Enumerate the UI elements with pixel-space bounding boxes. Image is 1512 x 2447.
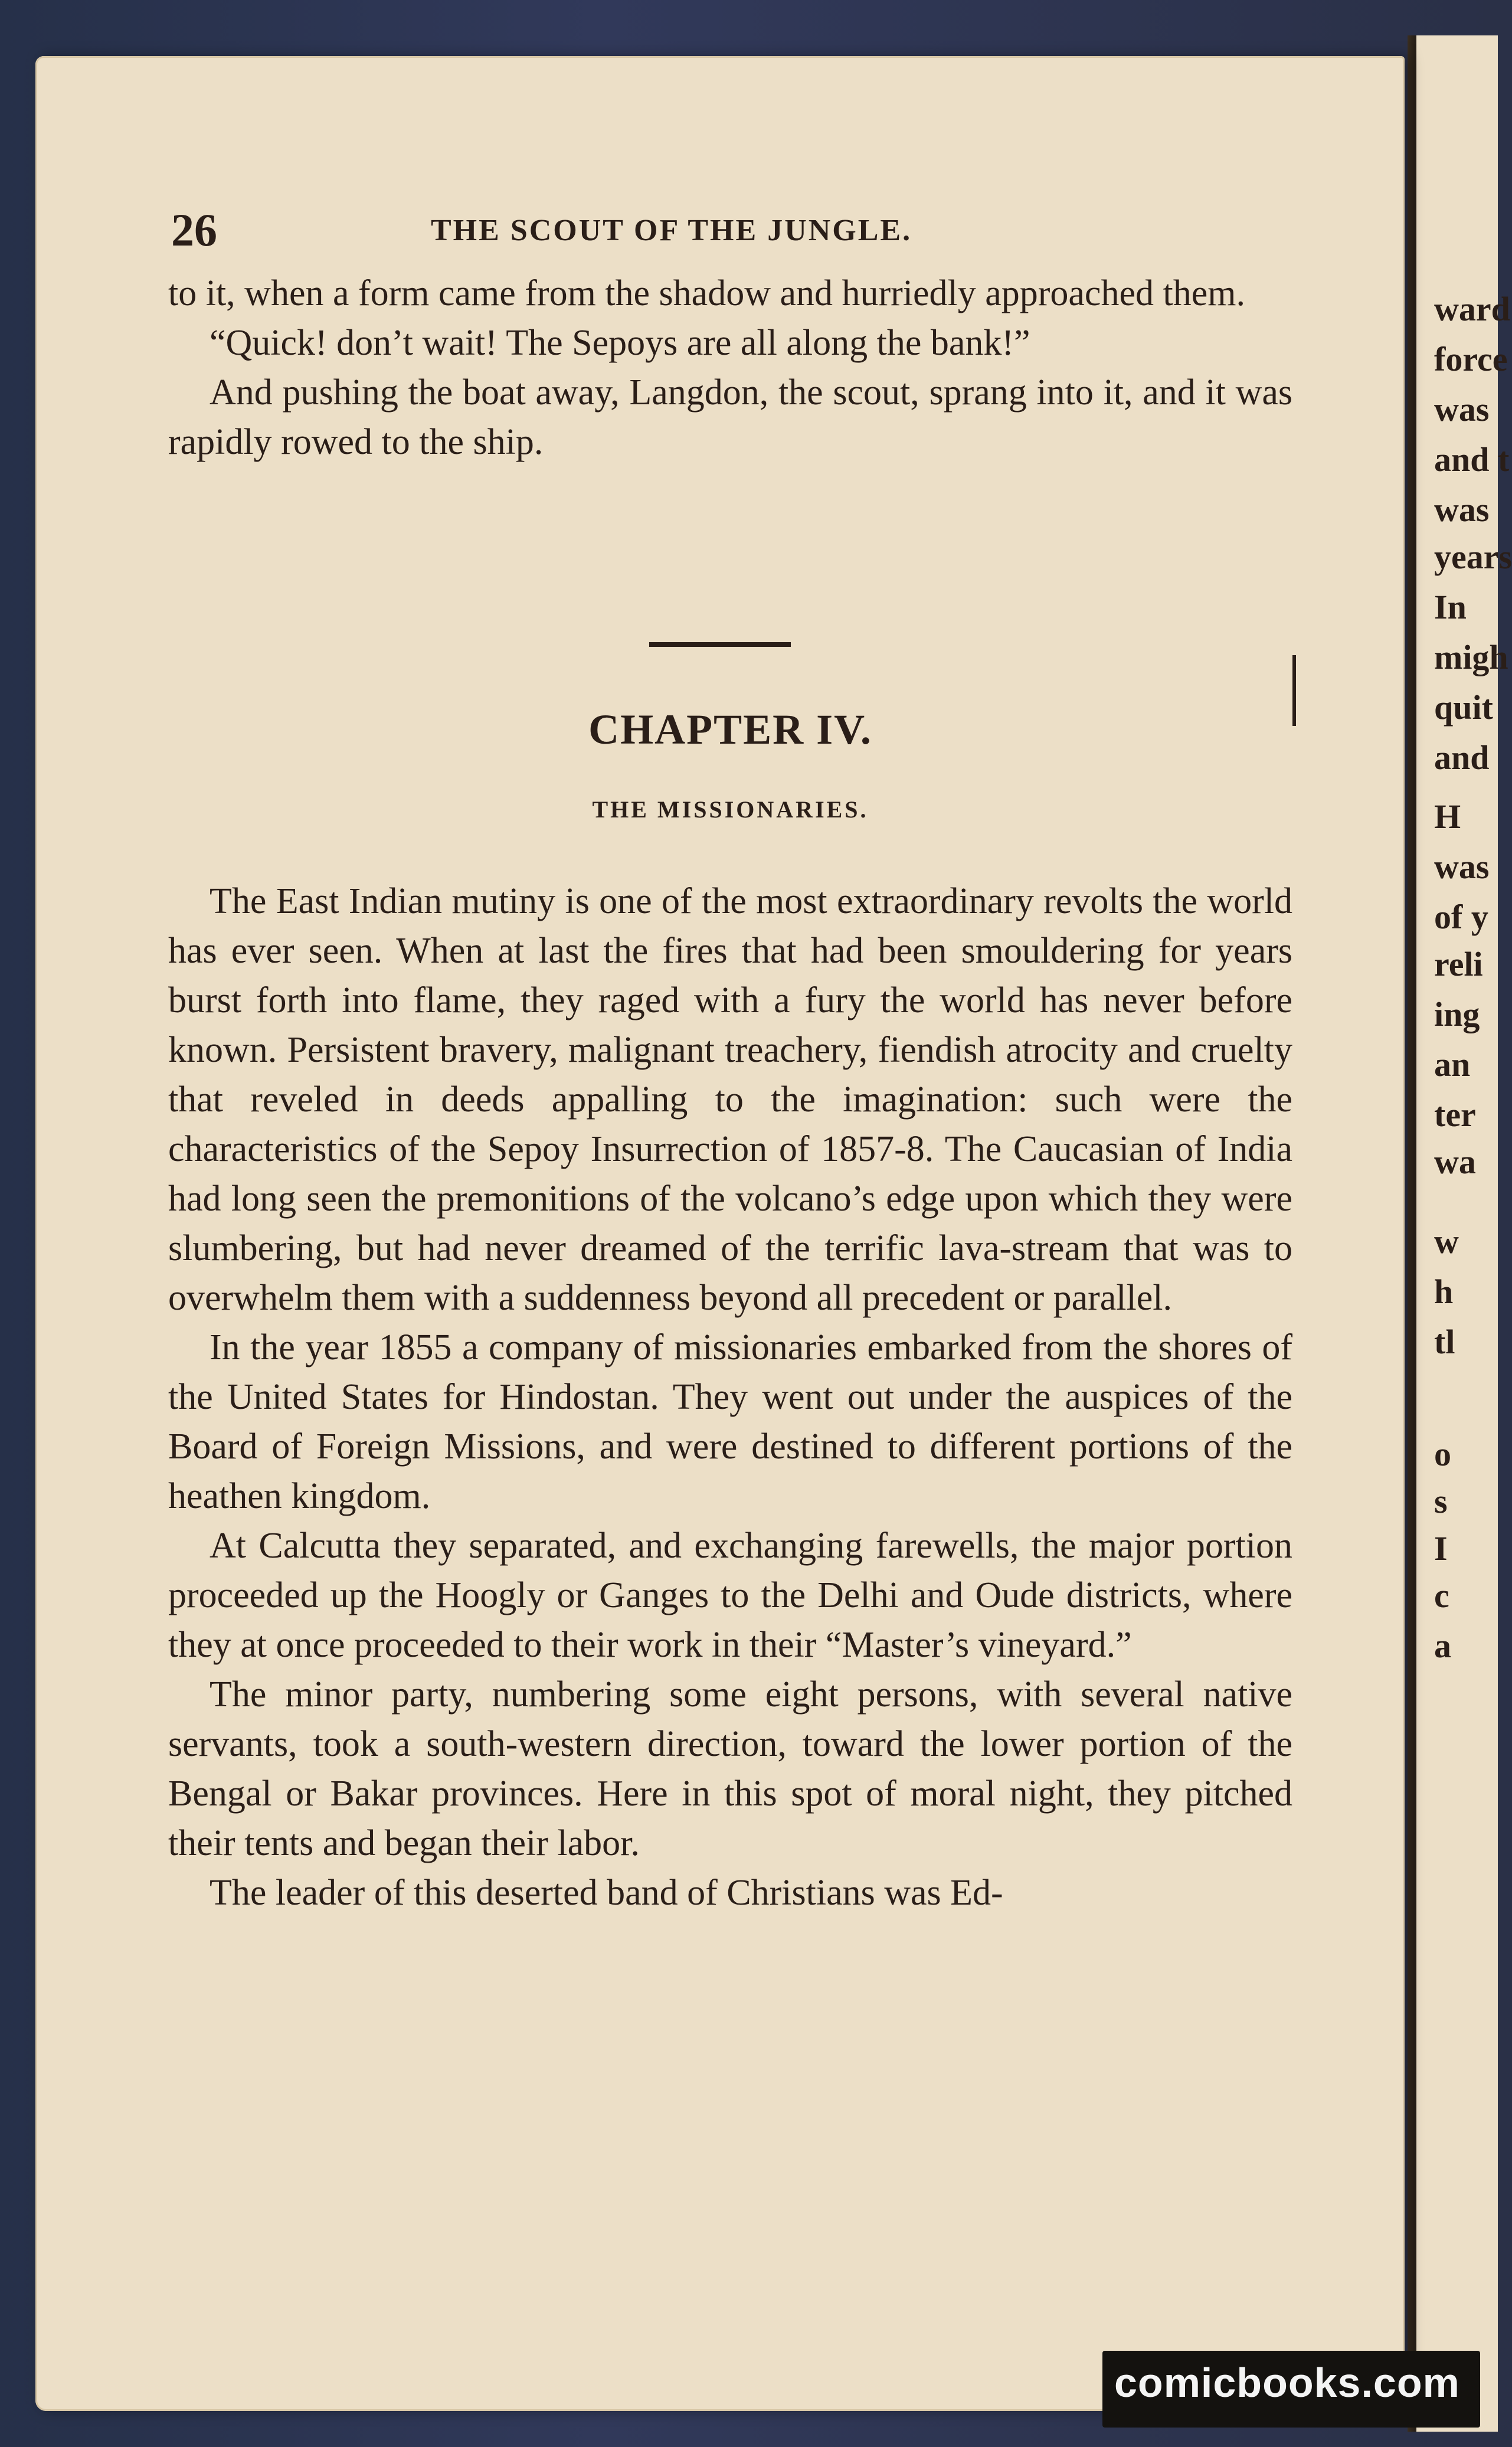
facing-page-fragment: H bbox=[1434, 797, 1461, 836]
chapter-heading: CHAPTER IV. bbox=[588, 706, 872, 753]
facing-page-fragment: ing bbox=[1434, 995, 1480, 1033]
facing-page-fragment: of y bbox=[1434, 898, 1488, 936]
section-divider bbox=[649, 642, 791, 647]
facing-page-fragment: In bbox=[1434, 588, 1467, 626]
facing-page-fragment: force bbox=[1434, 340, 1508, 378]
facing-page-fragment: was bbox=[1434, 848, 1490, 886]
chapter-text-block bbox=[168, 876, 1292, 1918]
paragraph: “Quick! don’t wait! The Sepoys are all along the bank!” bbox=[210, 323, 1030, 363]
paragraph: The minor party, numbering some eight persons, with several native servants, took a south-western direction, toward the lower portion of the Bengal or Bakar provinces. Here in this spot of moral night, they pitched their tents and began their labor. bbox=[168, 1674, 1292, 1863]
margin-mark bbox=[1292, 655, 1296, 726]
paragraph: to it, when a form came from the shadow and hurriedly approached them. bbox=[168, 273, 1245, 313]
facing-page-fragment: migh bbox=[1434, 638, 1508, 676]
paragraph: In the year 1855 a company of missionaries embarked from the shores of the United States for Hindostan. They went out under the auspices of the Board of Foreign Missions, and were destined to different portions of the heathen kingdom. bbox=[168, 1327, 1292, 1516]
page-header bbox=[171, 204, 1292, 257]
page-number: 26 bbox=[171, 204, 217, 256]
facing-page-fragment: w bbox=[1434, 1222, 1459, 1261]
facing-page-fragment: ward bbox=[1434, 290, 1510, 328]
facing-page-fragment: h bbox=[1434, 1272, 1454, 1311]
watermark-text: comicbooks.com bbox=[1114, 2360, 1460, 2406]
paragraph: The East Indian mutiny is one of the most extraordinary revolts the world has ever seen. When at last the fires that had been smouldering for years burst forth into flame, they raged with a fury the world has never before known. Persistent bravery, malignant treachery, fiendish atrocity and cruelty that reveled in deeds appalling to the imagination: such were the characteristics of the Sepoy Insurrection of 1857-8. The Caucasian of India had long seen the premonitions of the volcano’s edge upon which they were slumbering, but had never dreamed of the terrific lava-stream that was to overwhelm them with a suddenness beyond all precedent or parallel. bbox=[168, 881, 1292, 1318]
facing-page-fragment: reli bbox=[1434, 945, 1483, 983]
paragraph: And pushing the boat away, Langdon, the scout, sprang into it, and it was rapidly rowed to the ship. bbox=[168, 372, 1292, 462]
facing-page-fragment: I bbox=[1434, 1529, 1448, 1568]
facing-page-fragment: s bbox=[1434, 1482, 1448, 1520]
facing-page-fragment: ter bbox=[1434, 1095, 1476, 1134]
facing-page-fragment: o bbox=[1434, 1435, 1451, 1473]
paragraph: The leader of this deserted band of Christians was Ed- bbox=[210, 1873, 1003, 1913]
facing-page-fragment: c bbox=[1434, 1576, 1449, 1615]
facing-page-fragment: a bbox=[1434, 1627, 1451, 1665]
facing-page-fragment: wa bbox=[1434, 1143, 1476, 1181]
facing-page-fragment: an bbox=[1434, 1045, 1471, 1084]
intro-text-block bbox=[168, 269, 1292, 467]
facing-page-fragment: was bbox=[1434, 490, 1490, 529]
facing-page-fragment: and bbox=[1434, 738, 1490, 777]
running-head: THE SCOUT OF THE JUNGLE. bbox=[431, 214, 912, 247]
watermark-badge bbox=[1102, 2351, 1480, 2428]
facing-page-fragment: and t bbox=[1434, 440, 1510, 479]
facing-page-fragment: tl bbox=[1434, 1323, 1455, 1361]
facing-page-fragment: years bbox=[1434, 538, 1512, 576]
facing-page-fragment: was bbox=[1434, 390, 1490, 428]
paragraph: At Calcutta they separated, and exchanging farewells, the major portion proceeded up the Hoogly or Ganges to the Delhi and Oude districts, where they at once proceeded to their work in their “Master’s vineyard.” bbox=[168, 1526, 1292, 1665]
facing-page-fragment: quit bbox=[1434, 688, 1493, 727]
chapter-subtitle: THE MISSIONARIES. bbox=[592, 796, 869, 823]
facing-page bbox=[1416, 35, 1512, 2432]
